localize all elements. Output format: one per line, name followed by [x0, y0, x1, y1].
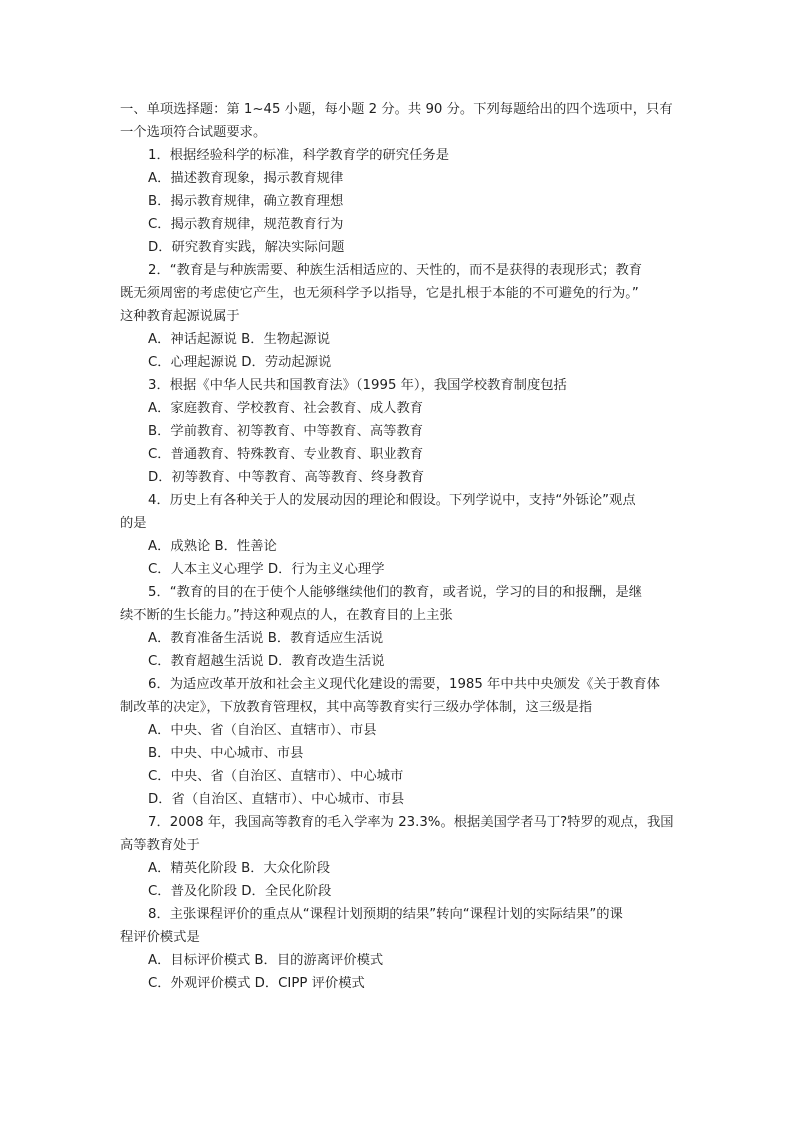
question-stem-line: 这种教育起源说属于 [120, 309, 240, 324]
answer-option: B．中央、中心城市、市县 [148, 746, 304, 761]
answer-option: C．教育超越生活说 D．教育改造生活说 [148, 654, 385, 669]
question-stem-line: 3．根据《中华人民共和国教育法》（1995 年），我国学校教育制度包括 [148, 378, 567, 393]
question-1 [120, 144, 676, 259]
answer-option: C．心理起源说 D．劳动起源说 [148, 355, 332, 370]
question-5 [120, 581, 676, 673]
answer-option: C．中央、省（自治区、直辖市）、中心城市 [148, 769, 404, 784]
question-stem-line: 程评价模式是 [120, 930, 200, 945]
answer-option: A．神话起源说 B．生物起源说 [148, 332, 331, 347]
question-stem-line: 1．根据经验科学的标准，科学教育学的研究任务是 [148, 148, 449, 163]
answer-option: D．初等教育、中等教育、高等教育、终身教育 [148, 470, 425, 485]
question-stem-line: 既无须周密的考虑使它产生，也无须科学予以指导，它是扎根于本能的不可避免的行为。” [120, 286, 639, 301]
answer-option: D．省（自治区、直辖市）、中心城市、市县 [148, 792, 405, 807]
answer-option: A．目标评价模式 B．目的游离评价模式 [148, 953, 384, 968]
question-8 [120, 903, 676, 995]
question-stem-line: 2．“教育是与种族需要、种族生活相适应的、天性的，而不是获得的表现形式；教育 [148, 263, 643, 278]
question-stem-line: 4．历史上有各种关于人的发展动因的理论和假设。下列学说中，支持“外铄论”观点 [148, 493, 636, 508]
question-stem-line: 7．2008 年，我国高等教育的毛入学率为 23.3%。根据美国学者马丁?特罗的观点，我国 [148, 815, 674, 830]
answer-option: A．描述教育现象，揭示教育规律 [148, 171, 344, 186]
question-2 [120, 259, 676, 374]
section-heading-line-2: 一个选项符合试题要求。 [120, 125, 267, 140]
question-stem-line: 高等教育处于 [120, 838, 200, 853]
question-stem-line: 续不断的生长能力。”持这种观点的人，在教育目的上主张 [120, 608, 453, 623]
answer-option: A．精英化阶段 B．大众化阶段 [148, 861, 331, 876]
answer-option: A．成熟论 B．性善论 [148, 539, 277, 554]
answer-option: D．研究教育实践，解决实际问题 [148, 240, 345, 255]
answer-option: C．普通教育、特殊教育、专业教育、职业教育 [148, 447, 424, 462]
answer-option: C．普及化阶段 D．全民化阶段 [148, 884, 332, 899]
section-heading-line-1: 一、单项选择题：第 1~45 小题，每小题 2 分。共 90 分。下列每题给出的四个选项中，只有 [120, 102, 673, 117]
question-stem-line: 制改革的决定》，下放教育管理权，其中高等教育实行三级办学体制，这三级是指 [120, 700, 593, 715]
question-3 [120, 374, 676, 489]
question-stem-line: 的是 [120, 516, 147, 531]
question-stem-line: 8．主张课程评价的重点从“课程计划预期的结果”转向“课程计划的实际结果”的课 [148, 907, 623, 922]
answer-option: B．揭示教育规律，确立教育理想 [148, 194, 344, 209]
answer-option: A．教育准备生活说 B．教育适应生活说 [148, 631, 384, 646]
answer-option: B．学前教育、初等教育、中等教育、高等教育 [148, 424, 424, 439]
document-page [120, 98, 676, 995]
question-stem-line: 5．“教育的目的在于使个人能够继续他们的教育，或者说，学习的目的和报酬，是继 [148, 585, 643, 600]
answer-option: A．家庭教育、学校教育、社会教育、成人教育 [148, 401, 424, 416]
question-4 [120, 489, 676, 581]
answer-option: C．人本主义心理学 D．行为主义心理学 [148, 562, 385, 577]
question-7 [120, 811, 676, 903]
answer-option: A．中央、省（自治区、直辖市）、市县 [148, 723, 377, 738]
question-list [120, 144, 676, 995]
answer-option: C．外观评价模式 D．CIPP 评价模式 [148, 976, 365, 991]
answer-option: C．揭示教育规律，规范教育行为 [148, 217, 344, 232]
question-stem-line: 6．为适应改革开放和社会主义现代化建设的需要，1985 年中共中央颁发《关于教育体 [148, 677, 660, 692]
question-6 [120, 673, 676, 811]
